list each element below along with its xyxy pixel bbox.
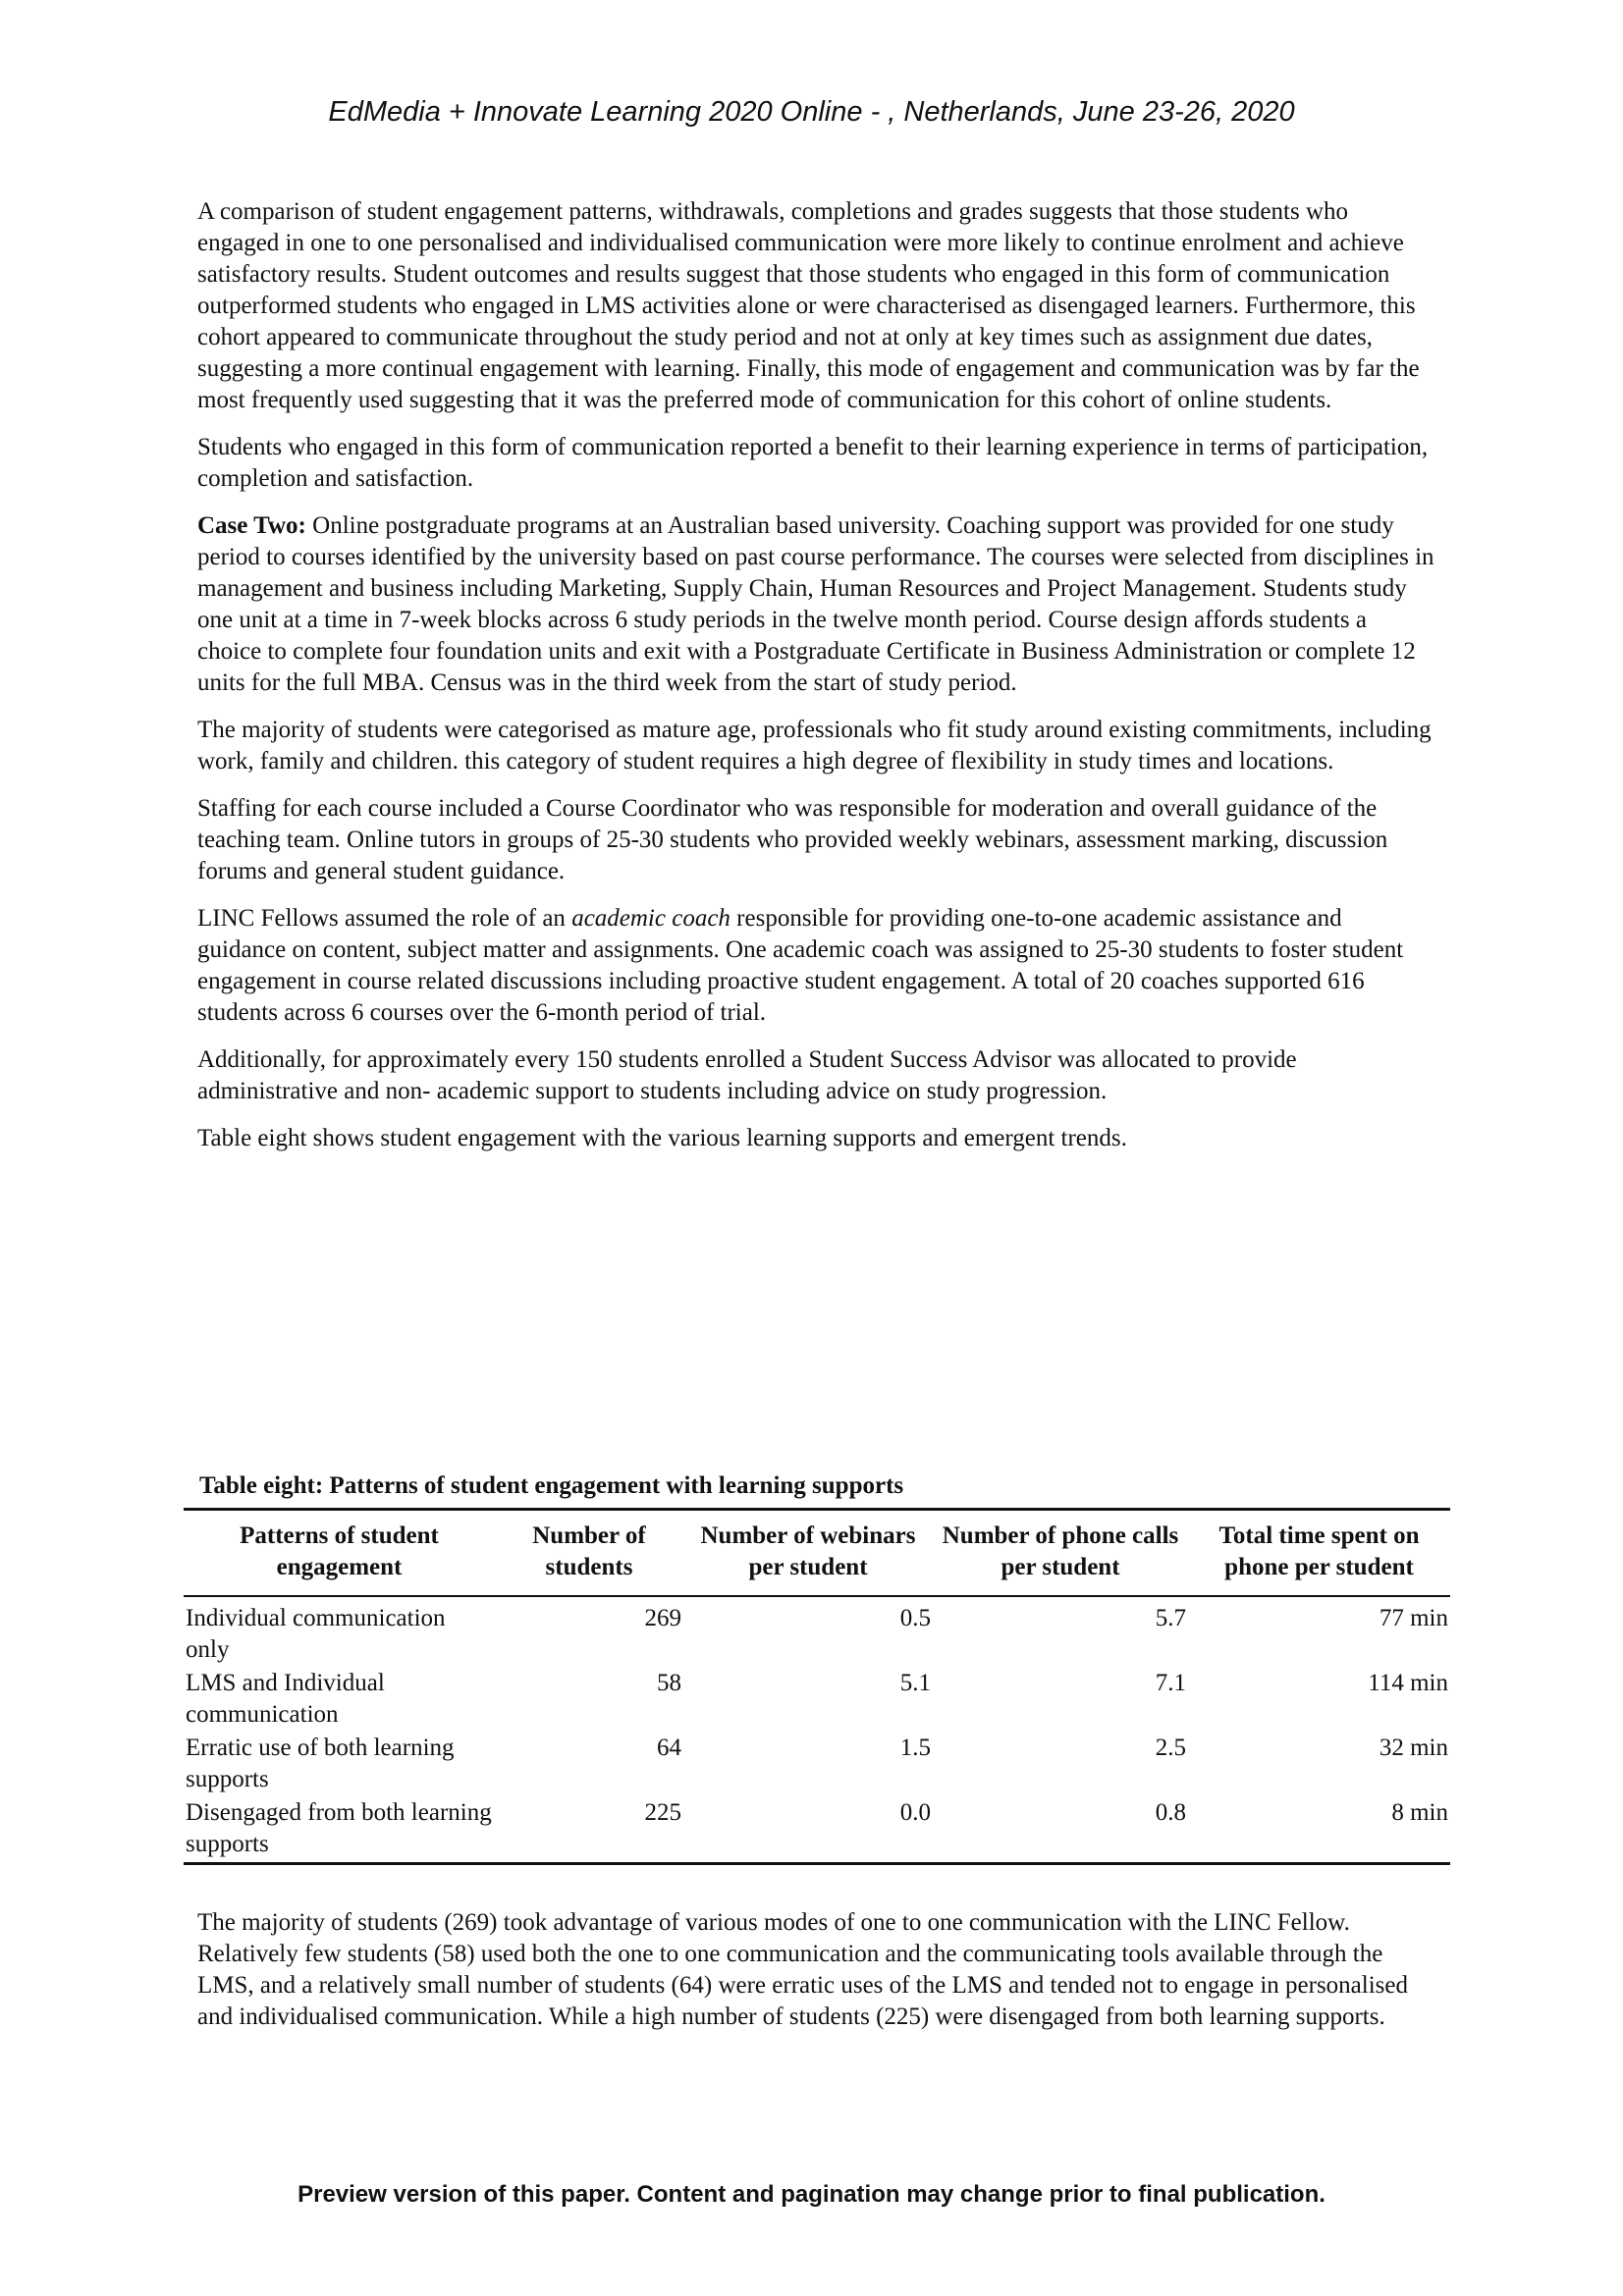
column-header: Number of phone calls per student (942, 1522, 1179, 1580)
paragraph: The majority of students were categorised as mature age, professionals who fit study around existing commitments, including work, family and children. this category of student requires a high degree of flexibility in study times and locations. (197, 717, 1432, 774)
table-row (184, 1733, 1450, 1797)
table-row (184, 1797, 1450, 1864)
table-cell: 7.1 (1155, 1670, 1186, 1696)
table-row (184, 1596, 1450, 1668)
running-header: EdMedia + Innovate Learning 2020 Online - , Netherlands, June 23-26, 2020 (328, 96, 1295, 128)
paragraph-text: Online postgraduate programs at an Australian based university. Coaching support was provided for one study period to courses identified by the university based on past course performance. The courses were selected from disciplines in management and business including Marketing, Supply Chain, Human Resources and Project Management. Students study one unit at a time in 7-week blocks across 6 study periods in the twelve month period. Course design affords students a choice to complete four foundation units and exit with a Postgraduate Certificate in Business Administration or complete 12 units for the full MBA. Census was in the third week from the start of study period. (197, 512, 1434, 696)
table-cell: 0.8 (1155, 1799, 1186, 1826)
paragraph-text: responsible for providing one-to-one academic assistance and guidance on content, subject matter and assignments. One academic coach was assigned to 25-30 students to foster student engagement in course related discussions including proactive student engagement. A total of 20 coaches supported 616 students across 6 courses over the 6-month period of trial. (197, 905, 1404, 1026)
table-cell: 1.5 (899, 1735, 931, 1761)
table-cell: 32 min (1379, 1735, 1448, 1761)
table-row (184, 1668, 1450, 1733)
paragraph: Table eight shows student engagement with the various learning supports and emergent trends. (197, 1125, 1127, 1151)
table-cell: 2.5 (1155, 1735, 1186, 1761)
paragraph: A comparison of student engagement patterns, withdrawals, completions and grades suggests that those students who engaged in one to one personalised and individualised communication were more likely to continue enrolment and achieve satisfactory results. Student outcomes and results suggest that those students who engaged in this form of communication outperformed students who engaged in LMS activities alone or were characterised as disengaged learners. Furthermore, this cohort appeared to communicate throughout the study period and not at only at key times such as assignment due dates, suggesting a more continual engagement with learning. Finally, this mode of engagement and communication was by far the most frequently used suggesting that it was the preferred mode of communication for this cohort of online students. (197, 198, 1420, 413)
paragraph: Additionally, for approximately every 150 students enrolled a Student Success Advisor was allocated to provide administrative and non- academic support to students including advice on study progression. (197, 1046, 1297, 1104)
table-cell: 5.1 (899, 1670, 931, 1696)
paragraph (197, 903, 1434, 1029)
preview-footer: Preview version of this paper. Content and pagination may change prior to final publication. (298, 2181, 1325, 2208)
table-cell: 0.5 (899, 1605, 931, 1631)
paragraph: Staffing for each course included a Course Coordinator who was responsible for moderation and overall guidance of the teaching team. Online tutors in groups of 25-30 students who provided weekly webinars, assessment marking, discussion forums and general student guidance. (197, 795, 1388, 884)
column-header: Number of students (532, 1522, 646, 1580)
table-cell: LMS and Individual communication (186, 1670, 385, 1728)
engagement-table-block (184, 1470, 1450, 1865)
body-text (197, 196, 1434, 1170)
emphasis-term: academic coach (571, 905, 730, 932)
table-cell: 64 (657, 1735, 681, 1761)
table-cell: Individual communication only (186, 1605, 446, 1663)
table-cell: Disengaged from both learning supports (186, 1799, 492, 1857)
table-cell: 0.0 (899, 1799, 931, 1826)
column-header: Total time spent on phone per student (1218, 1522, 1420, 1580)
table-cell: 225 (644, 1799, 681, 1826)
paragraph: The majority of students (269) took advantage of various modes of one to one communication with the LINC Fellow. Relatively few students (58) used both the one to one communication and the communicating tools available through the LMS, and a relatively small number of students (64) were erratic uses of the LMS and tended not to engage in personalised and individualised communication. While a high number of students (225) were disengaged from both learning supports. (197, 1909, 1408, 2030)
column-header: Patterns of student engagement (240, 1522, 439, 1580)
table-cell: 8 min (1391, 1799, 1448, 1826)
case-two-lead: Case Two: (197, 512, 306, 539)
engagement-table (184, 1508, 1450, 1865)
table-cell: 269 (644, 1605, 681, 1631)
paragraph-text: LINC Fellows assumed the role of an (197, 905, 572, 932)
paragraph: Students who engaged in this form of communication reported a benefit to their learning experience in terms of participation, completion and satisfaction. (197, 434, 1429, 492)
column-header: Number of webinars per student (700, 1522, 916, 1580)
table-cell: 58 (657, 1670, 681, 1696)
table-cell: 77 min (1379, 1605, 1448, 1631)
table-cell: 114 min (1368, 1670, 1448, 1696)
table-cell: 5.7 (1155, 1605, 1186, 1631)
table-header-row (184, 1510, 1450, 1597)
table-cell: Erratic use of both learning supports (186, 1735, 455, 1792)
table-caption: Table eight: Patterns of student engagement with learning supports (199, 1472, 904, 1499)
paragraph (197, 510, 1434, 699)
